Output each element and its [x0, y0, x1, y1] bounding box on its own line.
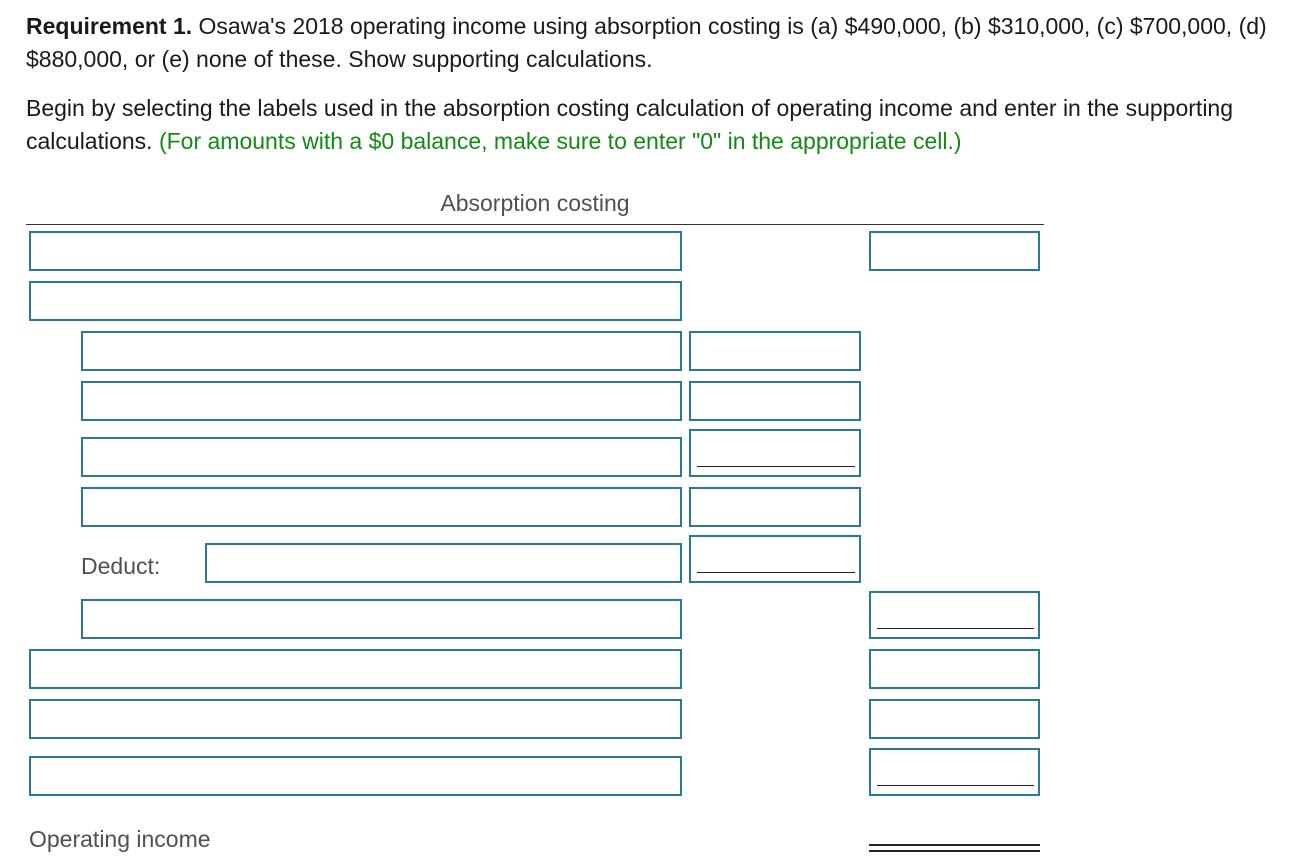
- label-input-row-2[interactable]: [31, 283, 680, 319]
- label-dropdown-row-5[interactable]: [81, 437, 682, 477]
- requirement-text: [26, 10, 1286, 76]
- label-input-row-6[interactable]: [83, 489, 680, 525]
- instructions-body: Begin by selecting the labels used in the absorption costing calculation of operating income and enter in the supporting calculations.: [26, 95, 1234, 154]
- label-dropdown-row-4[interactable]: [81, 381, 682, 421]
- label-input-row-3[interactable]: [83, 333, 680, 369]
- amount-input-row-7[interactable]: [691, 537, 859, 581]
- instructions-text: [26, 92, 1286, 158]
- label-dropdown-row-7[interactable]: [205, 543, 682, 583]
- label-dropdown-row-8[interactable]: [81, 599, 682, 639]
- total-amount-row-11[interactable]: [869, 748, 1040, 796]
- label-input-row-4[interactable]: [83, 383, 680, 419]
- expenses-underline: [877, 785, 1034, 786]
- total-input-row-8[interactable]: [871, 593, 1038, 637]
- label-input-row-9[interactable]: [31, 651, 680, 687]
- requirement-body: Osawa's 2018 operating income using absorption costing is (a) $490,000, (b) $310,000, (c) $700,000, (d) $880,000, or (e) none of these. Show supporting calculations.: [26, 13, 1267, 72]
- section-heading: Absorption costing: [26, 186, 1044, 225]
- requirement-title: Requirement 1.: [26, 13, 193, 39]
- label-input-row-7[interactable]: [207, 545, 680, 581]
- deduct-underline: [697, 572, 855, 573]
- label-dropdown-row-9[interactable]: [29, 649, 682, 689]
- operating-income-label: Operating income: [29, 826, 211, 852]
- cogs-underline: [877, 628, 1034, 629]
- total-amount-row-1[interactable]: [869, 231, 1040, 271]
- total-input-row-10[interactable]: [871, 701, 1038, 737]
- label-dropdown-row-10[interactable]: [29, 699, 682, 739]
- label-input-row-11[interactable]: [31, 758, 680, 794]
- label-dropdown-row-6[interactable]: [81, 487, 682, 527]
- label-dropdown-row-3[interactable]: [81, 331, 682, 371]
- total-amount-row-8[interactable]: [869, 591, 1040, 639]
- label-input-row-10[interactable]: [31, 701, 680, 737]
- subtotal-underline: [697, 466, 855, 467]
- label-input-row-1[interactable]: [31, 233, 680, 269]
- total-amount-row-10[interactable]: [869, 699, 1040, 739]
- amount-row-7[interactable]: [689, 535, 861, 583]
- label-dropdown-row-11[interactable]: [29, 756, 682, 796]
- amount-row-4[interactable]: [689, 381, 861, 421]
- amount-row-6[interactable]: [689, 487, 861, 527]
- total-input-row-9[interactable]: [871, 651, 1038, 687]
- amount-input-row-5[interactable]: [691, 431, 859, 475]
- label-dropdown-row-2[interactable]: [29, 281, 682, 321]
- total-input-row-1[interactable]: [871, 233, 1038, 269]
- amount-input-row-4[interactable]: [691, 383, 859, 419]
- amount-input-row-6[interactable]: [691, 489, 859, 525]
- total-input-row-11[interactable]: [871, 750, 1038, 794]
- label-dropdown-row-1[interactable]: [29, 231, 682, 271]
- amount-row-5[interactable]: [689, 429, 861, 477]
- operating-income-double-underline: [869, 844, 1040, 852]
- deduct-label: Deduct:: [81, 553, 161, 579]
- label-input-row-5[interactable]: [83, 439, 680, 475]
- amount-row-3[interactable]: [689, 331, 861, 371]
- instructions-hint: (For amounts with a $0 balance, make sure to enter "0" in the appropriate cell.): [158, 128, 962, 154]
- amount-input-row-3[interactable]: [691, 333, 859, 369]
- total-amount-row-9[interactable]: [869, 649, 1040, 689]
- label-input-row-8[interactable]: [83, 601, 680, 637]
